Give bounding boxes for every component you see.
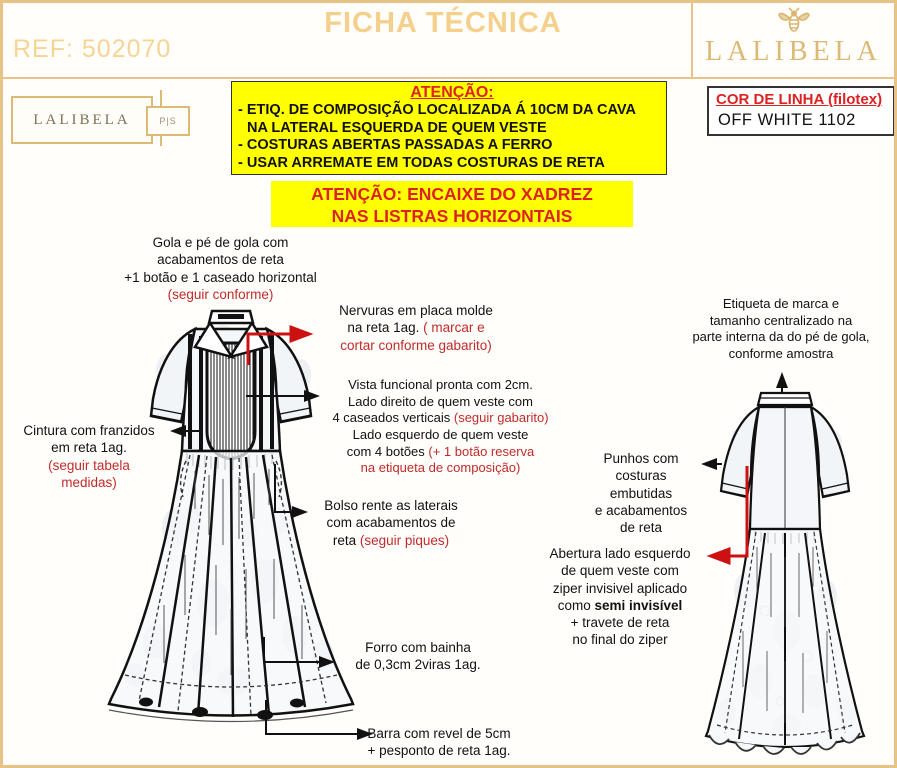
annotation-lining [345,639,491,674]
annotation-line: na reta 1ag. ( marcar e [347,320,485,336]
thread-color-title: COR DE LINHA (filotex) [716,91,883,108]
attention-line: - USAR ARREMATE EM TODAS COSTURAS DE RETA [238,155,605,172]
attention2-line: NAS LISTRAS HORIZONTAIS [331,205,573,226]
logo-divider [691,3,693,77]
annotation-line: 4 caseados verticais (seguir gabarito) [332,410,549,426]
annotation-line: (seguir tabela [48,457,130,473]
annotation-line: Punhos com [603,451,679,466]
annotation-line: Cintura com franzidos [23,423,155,438]
ref-number: REF: 502070 [13,35,172,63]
annotation-line: em reta 1ag. [51,440,127,456]
annotation-line: Lado direito de quem veste com [348,393,533,409]
annotation-cuffs [585,450,697,536]
annotation-line: conforme amostra [728,345,834,361]
annotation-line: no final do ziper [572,632,668,648]
page-title: FICHA TÉCNICA [324,7,562,39]
annotation-line: como semi invisível [557,597,683,613]
annotation-line: parte interna da do pé de gola, [692,329,870,345]
brand-logo [693,3,894,77]
attention-line: NA LATERAL ESQUERDA DE QUEM VESTE [247,119,547,136]
annotation-line: Gola e pé de gola com [152,235,289,250]
annotation-line: Forro com bainha [365,640,471,655]
label-brand-text: LALIBELA [33,111,131,128]
annotation-collar [103,234,338,303]
brand-name: LALIBELA [705,36,882,67]
annotation-line: cortar conforme gabarito) [340,337,492,353]
annotation-pocket [310,497,472,549]
attention2-line: ATENÇÃO: ENCAIXE DO XADREZ [311,184,593,204]
brand-label-swatch [11,96,153,144]
annotation-zipper [536,545,704,649]
back-dress-illustration [695,381,891,768]
annotation-line: Bolso rente as laterais [324,498,458,513]
annotation-line: tamanho centralizado na [709,312,853,328]
attention-line: - COSTURAS ABERTAS PASSADAS A FERRO [238,137,553,154]
header-divider [3,77,894,79]
annotation-line: Lado esquerdo de quem veste [352,426,529,442]
annotation-line: Etiqueta de marca e [722,296,840,311]
annotation-line: reta (seguir piques) [332,532,450,548]
thread-color-value: OFF WHITE 1102 [718,111,856,129]
annotation-placket [313,377,568,477]
size-tag-text: P|S [159,116,177,126]
bee-icon [774,6,814,34]
annotation-line: Barra com revel de 5cm [367,726,511,741]
annotation-hem [353,725,525,760]
annotation-line: Vista funcional pronta com 2cm. [348,377,533,392]
attention-title: ATENÇÃO: [410,84,494,101]
annotation-line: Abertura lado esquerdo [549,546,691,561]
annotation-line: acabamentos de reta [157,252,284,268]
annotation-line: Nervuras em placa molde [339,303,493,318]
annotation-line: + travete de reta [570,615,670,631]
annotation-waist [8,422,170,491]
bib-pintucks [211,343,253,459]
annotation-line: com 4 botões (+ 1 botão reserva [346,443,535,459]
annotation-line: + pesponto de reta 1ag. [367,743,511,759]
annotation-line: costuras embutidas [609,468,673,501]
annotation-line: com acabamentos de [326,515,456,531]
annotation-pintucks [316,302,516,354]
attention-box [231,81,667,175]
annotation-line: e acabamentos [594,502,688,518]
attention-line: - ETIQ. DE COMPOSIÇÃO LOCALIZADA Á 10CM DA CAVA [238,102,636,118]
annotation-line: medidas) [61,474,117,490]
annotation-line: +1 botão e 1 caseado horizontal [124,269,317,285]
annotation-label [667,296,895,363]
size-tag [146,106,190,136]
annotation-line: de reta [619,520,663,536]
thread-color-box [707,86,895,136]
collar-band [758,393,812,405]
annotation-line: ziper invisivel aplicado [552,580,688,596]
annotation-line: de 0,3cm 2viras 1ag. [355,657,481,673]
attention-box-2 [271,181,633,227]
annotation-line: (seguir conforme) [167,286,274,302]
annotation-line: na etiqueta de composição) [360,460,521,476]
annotation-line: de quem veste com [561,563,679,579]
